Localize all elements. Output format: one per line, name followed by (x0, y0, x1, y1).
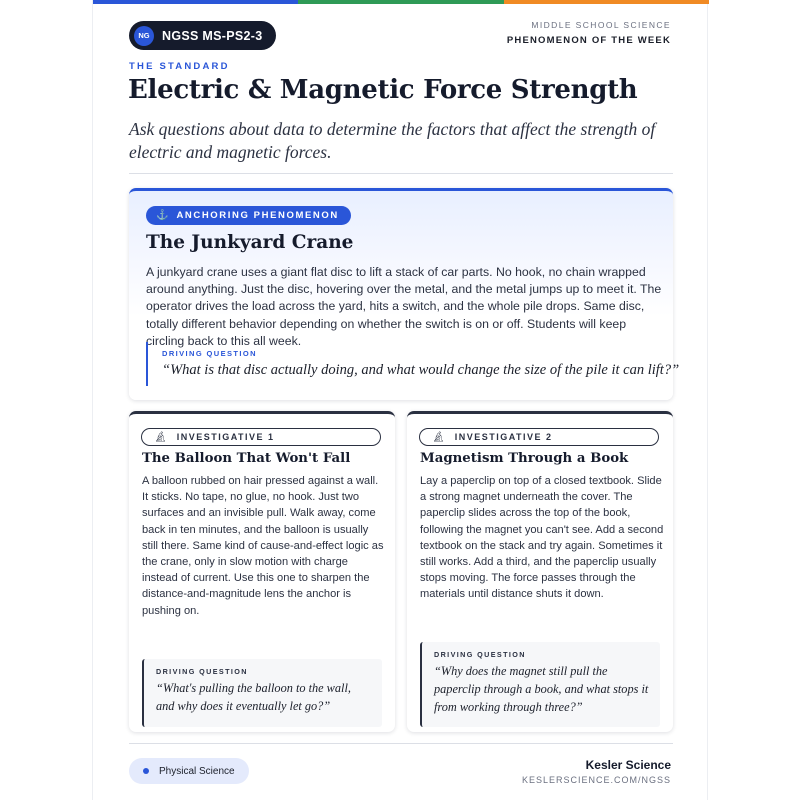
investigative-body: Lay a paperclip on top of a closed textbook. Slide a strong magnet underneath the cover. The paperclip slides across the top of the book, following the magnet you can't see. Add a second textbook on the stack and try again. Sometimes it still works. Add a third, and the paperclip usually stops moving. The force passes through the materials until distance shuts it down. (420, 475, 664, 601)
investigative-body: A balloon rubbed on hair pressed against a wall. It sticks. No tape, no glue, no hook. Just two surfaces and an invisible pull. Walk away, come back in ten minutes, and the balloon is usually still there. Same kind of cause-and-effect logic as the crane, only in slow motion with charge instead of current. Use this one to sharpen the distance-and-magnitude lens the anchor is pushing on. (142, 475, 384, 617)
driving-question-text: “Why does the magnet still pull the paperclip through a book, and what stops it from working through three?” (434, 664, 649, 714)
driving-question-label: DRIVING QUESTION (162, 349, 257, 358)
page (92, 0, 708, 800)
anchoring-phenomenon-pill (146, 206, 351, 225)
driving-question-text: “What is that disc actually doing, and what would change the size of the pile it can lift?” (162, 362, 680, 378)
microscope-icon: 🔬︎ (154, 431, 167, 443)
driving-question-label: DRIVING QUESTION (434, 650, 526, 659)
anchoring-phenomenon-card (129, 188, 680, 400)
brand-block (522, 758, 671, 785)
investigative-pill (141, 428, 381, 446)
kicker-subject: MIDDLE SCHOOL SCIENCE (531, 20, 671, 30)
driving-question-label: DRIVING QUESTION (156, 667, 248, 676)
driving-question-text: “What's pulling the balloon to the wall, and why does it eventually let go?” (156, 681, 351, 713)
standard-label: THE STANDARD (129, 61, 230, 72)
divider (129, 173, 673, 174)
anchor-driving-question (146, 342, 680, 386)
subject-tag-label: Physical Science (159, 765, 235, 777)
microscope-icon: 🔬︎ (432, 431, 445, 443)
subject-tag (129, 758, 249, 784)
investigative-pill (419, 428, 659, 446)
anchoring-phenomenon-label: ANCHORING PHENOMENON (176, 210, 339, 221)
color-bar-blue (93, 0, 298, 4)
page-subtitle: Ask questions about data to determine the factors that affect the strength of electric and magnetic forces. (129, 119, 656, 162)
anchor-title: The Junkyard Crane (146, 232, 354, 253)
investigative-driving-question (142, 659, 382, 727)
page-title: Electric & Magnetic Force Strength (128, 75, 638, 105)
brand-name: Kesler Science (585, 758, 671, 772)
header-kicker (507, 20, 671, 46)
color-bar-orange (504, 0, 709, 4)
color-bar-green (298, 0, 503, 4)
anchor-icon: ⚓ (156, 210, 169, 221)
footer-divider (129, 743, 673, 744)
investigative-title: The Balloon That Won't Fall (142, 451, 351, 466)
color-bar (93, 0, 709, 4)
investigative-title: Magnetism Through a Book (420, 451, 629, 466)
standard-badge (129, 21, 276, 50)
anchor-body: A junkyard crane uses a giant flat disc to lift a stack of car parts. No hook, no chain wrapped around anything. Just the disc, hovering over the metal, and the metal jumps up to meet it. The operator drives the load across the yard, hits a switch, and the whole pile drops. Same disc, totally different behavior depending on whether the switch is on or off. Students will keep circling back to this all week. (146, 265, 662, 348)
investigative-card-1 (129, 411, 395, 732)
kicker-series: PHENOMENON OF THE WEEK (506, 35, 671, 46)
investigative-label: INVESTIGATIVE 2 (454, 432, 553, 442)
investigative-driving-question (420, 642, 660, 727)
brand-url-link[interactable]: KESLERSCIENCE.COM/NGSS (521, 775, 671, 785)
badge-label: NGSS MS-PS2-3 (162, 28, 263, 43)
investigative-card-2 (407, 411, 673, 732)
dot-icon (143, 768, 149, 774)
investigative-label: INVESTIGATIVE 1 (176, 432, 275, 442)
ngss-icon: NG (134, 26, 154, 46)
